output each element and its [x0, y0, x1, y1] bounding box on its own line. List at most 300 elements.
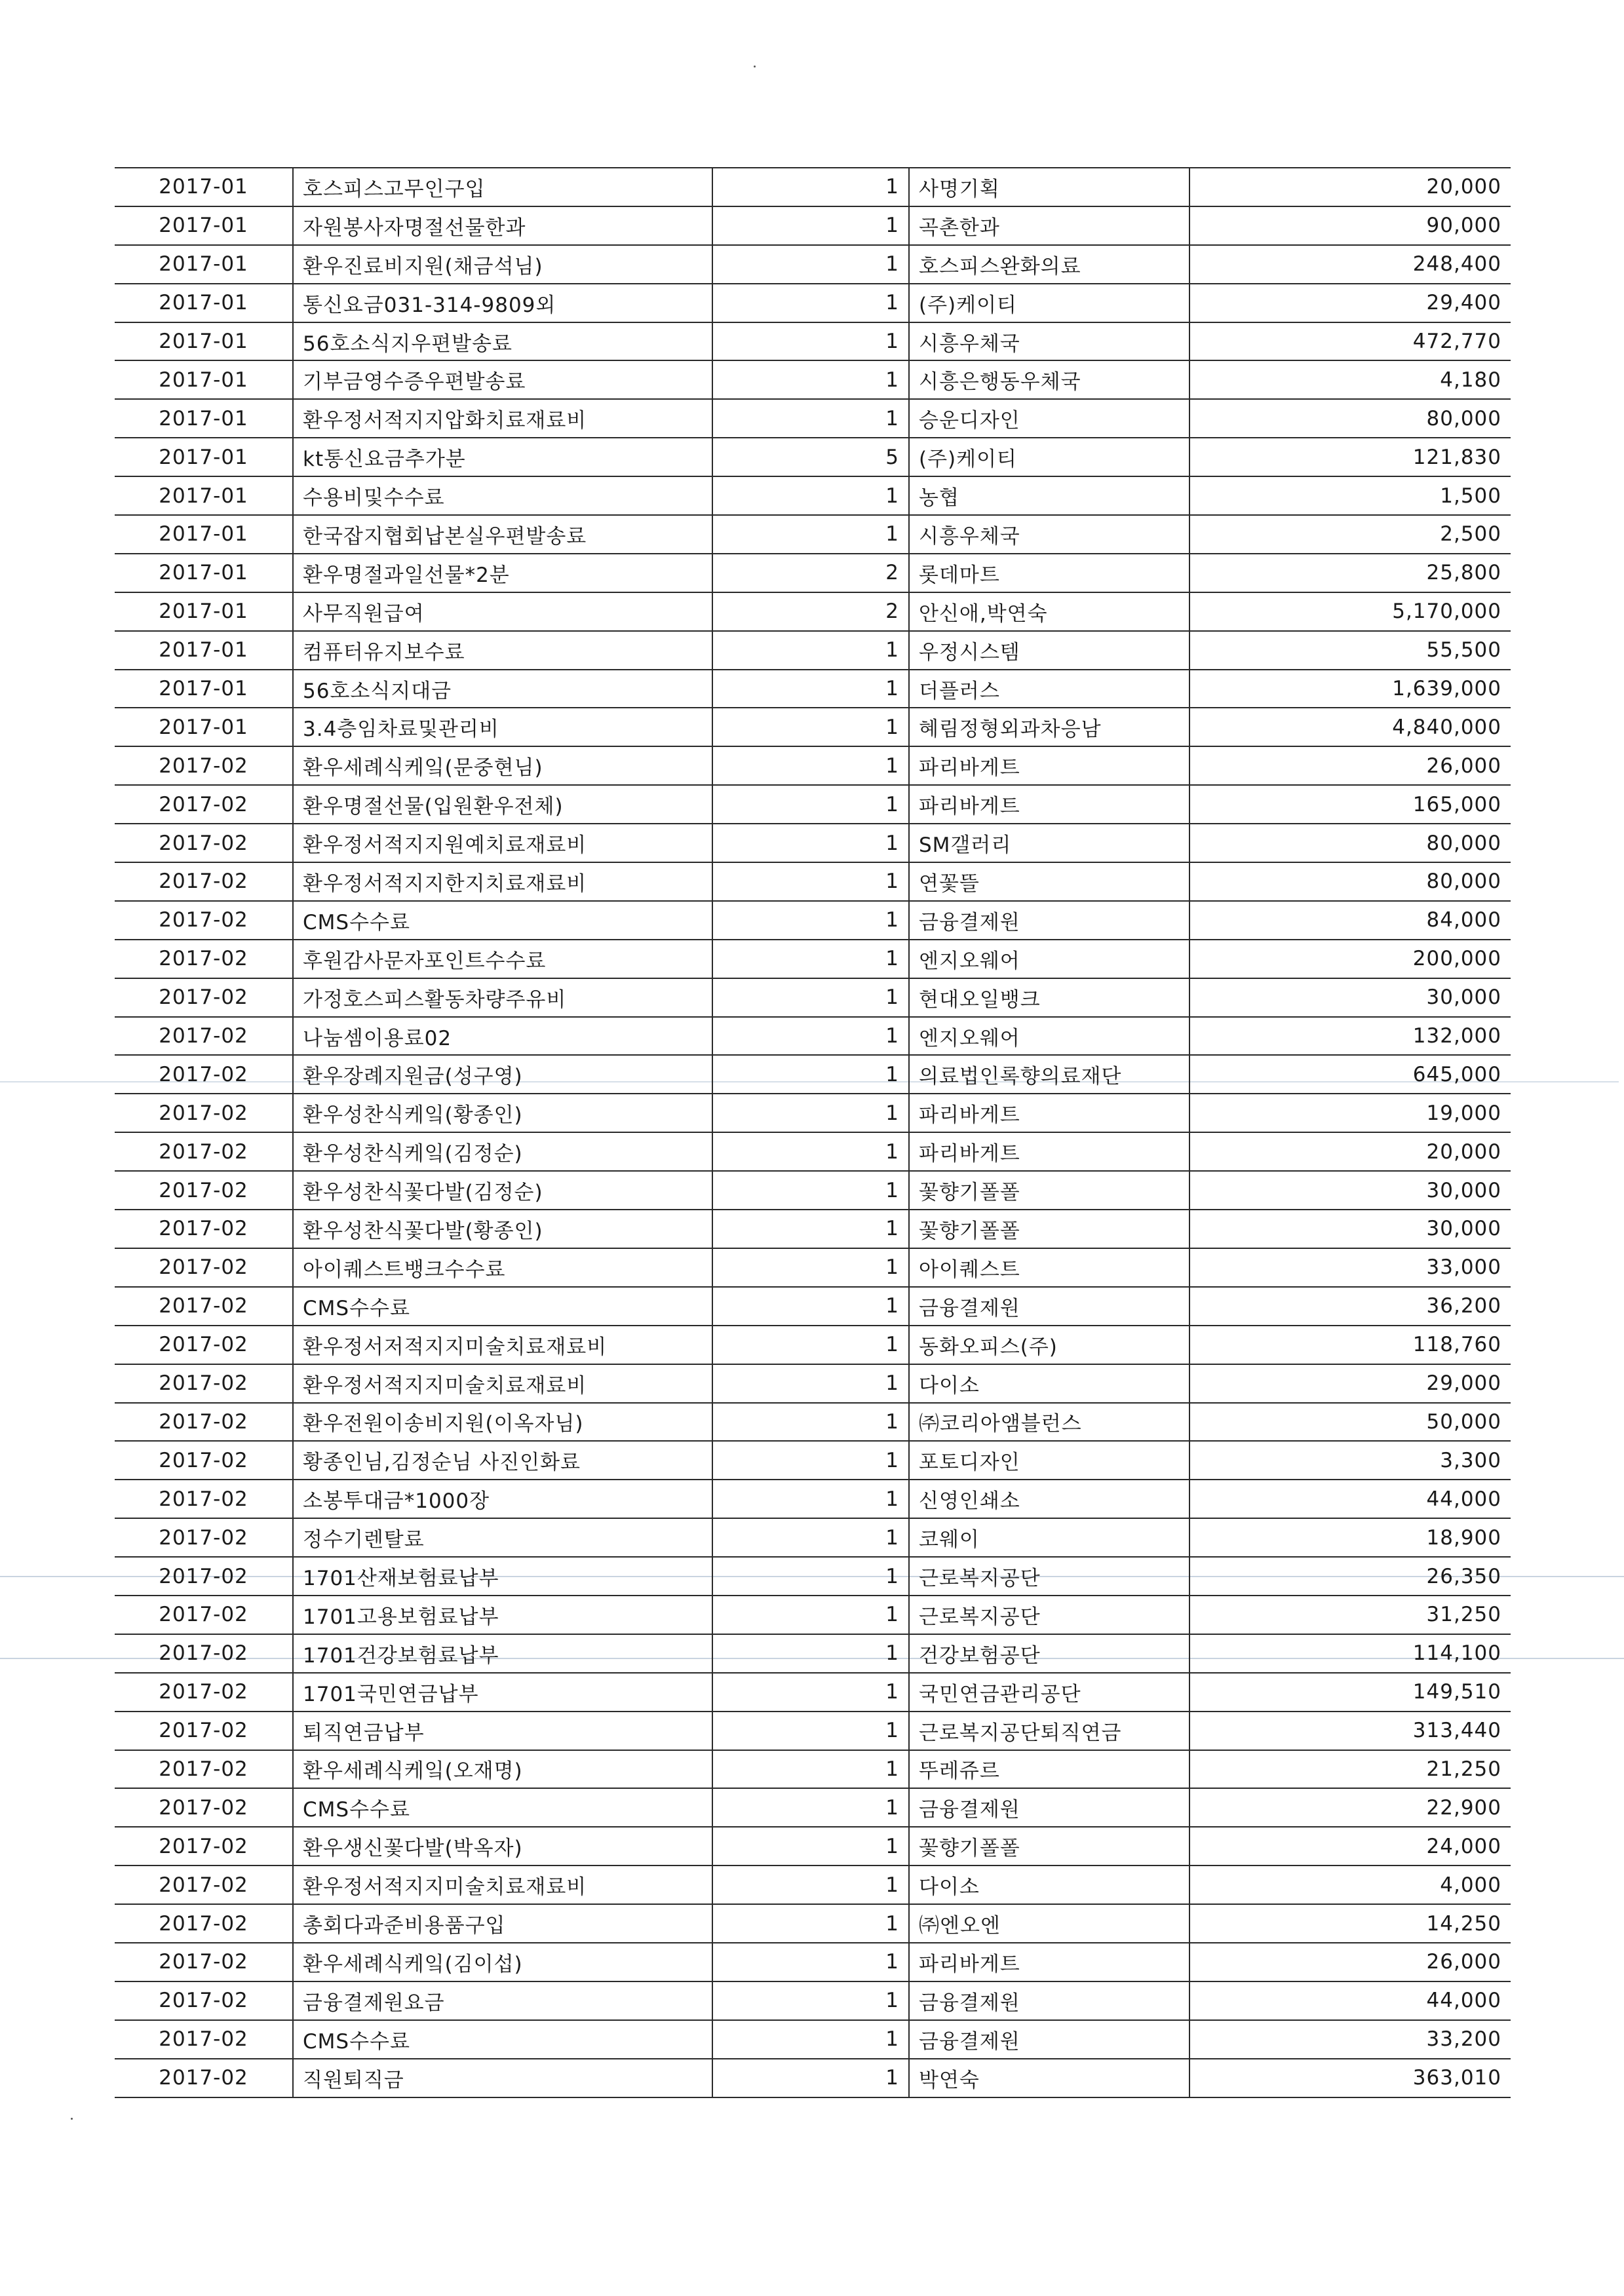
item-cell: 후원감사문자포인트수수료 — [293, 940, 712, 978]
table-row — [115, 1287, 1511, 1326]
table-row — [115, 785, 1511, 824]
table-row — [115, 1518, 1511, 1557]
month-cell: 2017-02 — [115, 1866, 293, 1904]
amount-cell: 33,000 — [1189, 1248, 1511, 1287]
amount-cell: 1,639,000 — [1189, 670, 1511, 708]
month-cell: 2017-01 — [115, 399, 293, 438]
item-cell: 환우정서적지지한지치료재료비 — [293, 862, 712, 901]
month-cell: 2017-02 — [115, 1943, 293, 1981]
quantity-cell: 1 — [712, 1403, 909, 1442]
vendor-cell: 포토디자인 — [909, 1441, 1189, 1480]
table-row — [115, 1055, 1511, 1094]
amount-cell: 1,500 — [1189, 476, 1511, 515]
item-cell: 환우정서적지지미술치료재료비 — [293, 1364, 712, 1403]
quantity-cell: 1 — [712, 1788, 909, 1827]
amount-cell: 5,170,000 — [1189, 592, 1511, 631]
month-cell: 2017-02 — [115, 901, 293, 940]
month-cell: 2017-02 — [115, 940, 293, 978]
item-cell: 환우성찬식꽃다발(황종인) — [293, 1210, 712, 1248]
amount-cell: 30,000 — [1189, 1171, 1511, 1210]
amount-cell: 26,000 — [1189, 1943, 1511, 1981]
table-row — [115, 438, 1511, 476]
amount-cell: 132,000 — [1189, 1017, 1511, 1056]
quantity-cell: 2 — [712, 592, 909, 631]
amount-cell: 30,000 — [1189, 978, 1511, 1017]
amount-cell: 25,800 — [1189, 554, 1511, 592]
month-cell: 2017-01 — [115, 515, 293, 554]
amount-cell: 645,000 — [1189, 1055, 1511, 1094]
item-cell: 환우진료비지원(채금석님) — [293, 245, 712, 284]
month-cell: 2017-02 — [115, 1094, 293, 1132]
month-cell: 2017-02 — [115, 1403, 293, 1442]
vendor-cell: 현대오일뱅크 — [909, 978, 1189, 1017]
table-row — [115, 554, 1511, 592]
table-row — [115, 1981, 1511, 2020]
quantity-cell: 5 — [712, 438, 909, 476]
month-cell: 2017-02 — [115, 1210, 293, 1248]
quantity-cell: 1 — [712, 1596, 909, 1634]
amount-cell: 80,000 — [1189, 824, 1511, 862]
table-row — [115, 1480, 1511, 1518]
vendor-cell: ㈜엔오엔 — [909, 1904, 1189, 1943]
quantity-cell: 1 — [712, 670, 909, 708]
quantity-cell: 1 — [712, 1866, 909, 1904]
quantity-cell: 1 — [712, 1248, 909, 1287]
month-cell: 2017-02 — [115, 1364, 293, 1403]
item-cell: 가정호스피스활동차량주유비 — [293, 978, 712, 1017]
quantity-cell: 1 — [712, 1017, 909, 1056]
item-cell: 금융결제원요금 — [293, 1981, 712, 2020]
amount-cell: 30,000 — [1189, 1210, 1511, 1248]
amount-cell: 4,180 — [1189, 360, 1511, 399]
quantity-cell: 1 — [712, 1171, 909, 1210]
quantity-cell: 1 — [712, 1518, 909, 1557]
vendor-cell: 롯데마트 — [909, 554, 1189, 592]
quantity-cell: 1 — [712, 1132, 909, 1171]
vendor-cell: 신영인쇄소 — [909, 1480, 1189, 1518]
quantity-cell: 1 — [712, 862, 909, 901]
vendor-cell: ㈜코리아앰블런스 — [909, 1403, 1189, 1442]
amount-cell: 22,900 — [1189, 1788, 1511, 1827]
month-cell: 2017-02 — [115, 1248, 293, 1287]
amount-cell: 20,000 — [1189, 1132, 1511, 1171]
vendor-cell: 시흥은행동우체국 — [909, 360, 1189, 399]
table-row — [115, 1210, 1511, 1248]
item-cell: 총회다과준비용품구입 — [293, 1904, 712, 1943]
vendor-cell: 아이퀘스트 — [909, 1248, 1189, 1287]
item-cell: 환우정서적지지압화치료재료비 — [293, 399, 712, 438]
amount-cell: 24,000 — [1189, 1827, 1511, 1866]
item-cell: 환우전원이송비지원(이옥자님) — [293, 1403, 712, 1442]
table-row — [115, 940, 1511, 978]
month-cell: 2017-02 — [115, 1712, 293, 1750]
amount-cell: 26,000 — [1189, 746, 1511, 785]
table-row — [115, 1094, 1511, 1132]
month-cell: 2017-01 — [115, 592, 293, 631]
item-cell: 환우명절선물(입원환우전체) — [293, 785, 712, 824]
amount-cell: 31,250 — [1189, 1596, 1511, 1634]
table-row — [115, 1712, 1511, 1750]
month-cell: 2017-01 — [115, 360, 293, 399]
table-row — [115, 515, 1511, 554]
table-row — [115, 746, 1511, 785]
quantity-cell: 1 — [712, 1712, 909, 1750]
vendor-cell: 엔지오웨어 — [909, 1017, 1189, 1056]
quantity-cell: 1 — [712, 168, 909, 206]
amount-cell: 26,350 — [1189, 1557, 1511, 1596]
item-cell: 환우성찬식케잌(황종인) — [293, 1094, 712, 1132]
quantity-cell: 1 — [712, 1287, 909, 1326]
table-row — [115, 978, 1511, 1017]
month-cell: 2017-01 — [115, 245, 293, 284]
table-row — [115, 1248, 1511, 1287]
vendor-cell: 꽃향기폴폴 — [909, 1210, 1189, 1248]
quantity-cell: 1 — [712, 1557, 909, 1596]
vendor-cell: (주)케이티 — [909, 438, 1189, 476]
vendor-cell: 파리바게트 — [909, 785, 1189, 824]
table-row — [115, 2020, 1511, 2059]
month-cell: 2017-01 — [115, 708, 293, 746]
expense-ledger-table — [115, 167, 1511, 2098]
month-cell: 2017-02 — [115, 1673, 293, 1712]
vendor-cell: 국민연금관리공단 — [909, 1673, 1189, 1712]
table-row — [115, 1017, 1511, 1056]
table-row — [115, 1132, 1511, 1171]
vendor-cell: 금융결제원 — [909, 1788, 1189, 1827]
month-cell: 2017-01 — [115, 168, 293, 206]
month-cell: 2017-02 — [115, 978, 293, 1017]
table-row — [115, 1596, 1511, 1634]
item-cell: CMS수수료 — [293, 1287, 712, 1326]
amount-cell: 4,000 — [1189, 1866, 1511, 1904]
quantity-cell: 1 — [712, 284, 909, 322]
quantity-cell: 1 — [712, 1364, 909, 1403]
amount-cell: 20,000 — [1189, 168, 1511, 206]
quantity-cell: 1 — [712, 978, 909, 1017]
table-row — [115, 862, 1511, 901]
quantity-cell: 1 — [712, 631, 909, 670]
amount-cell: 472,770 — [1189, 322, 1511, 361]
quantity-cell: 2 — [712, 554, 909, 592]
item-cell: 환우명절과일선물*2분 — [293, 554, 712, 592]
vendor-cell: SM갤러리 — [909, 824, 1189, 862]
month-cell: 2017-02 — [115, 1132, 293, 1171]
item-cell: 호스피스고무인구입 — [293, 168, 712, 206]
vendor-cell: 승운디자인 — [909, 399, 1189, 438]
item-cell: 환우성찬식꽃다발(김정순) — [293, 1171, 712, 1210]
table-row — [115, 1866, 1511, 1904]
month-cell: 2017-02 — [115, 1055, 293, 1094]
item-cell: 한국잡지협회납본실우편발송료 — [293, 515, 712, 554]
item-cell: 사무직원급여 — [293, 592, 712, 631]
vendor-cell: 사명기획 — [909, 168, 1189, 206]
table-row — [115, 476, 1511, 515]
quantity-cell: 1 — [712, 322, 909, 361]
quantity-cell: 1 — [712, 399, 909, 438]
amount-cell: 50,000 — [1189, 1403, 1511, 1442]
quantity-cell: 1 — [712, 1094, 909, 1132]
item-cell: 환우정서저적지지미술치료재료비 — [293, 1326, 712, 1364]
vendor-cell: 안신애,박연숙 — [909, 592, 1189, 631]
vendor-cell: 파리바게트 — [909, 1132, 1189, 1171]
vendor-cell: 꽃향기폴폴 — [909, 1827, 1189, 1866]
vendor-cell: 연꽃뜰 — [909, 862, 1189, 901]
table-row — [115, 1750, 1511, 1789]
vendor-cell: 시흥우체국 — [909, 515, 1189, 554]
item-cell: 기부금영수증우편발송료 — [293, 360, 712, 399]
item-cell: 환우정서적지지원예치료재료비 — [293, 824, 712, 862]
quantity-cell: 1 — [712, 940, 909, 978]
vendor-cell: 의료법인록향의료재단 — [909, 1055, 1189, 1094]
vendor-cell: 파리바게트 — [909, 746, 1189, 785]
amount-cell: 165,000 — [1189, 785, 1511, 824]
month-cell: 2017-01 — [115, 438, 293, 476]
table-row — [115, 168, 1511, 206]
vendor-cell: 곡촌한과 — [909, 206, 1189, 245]
vendor-cell: 건강보험공단 — [909, 1634, 1189, 1673]
quantity-cell: 1 — [712, 1904, 909, 1943]
item-cell: 환우세례식케잌(김이섭) — [293, 1943, 712, 1981]
amount-cell: 19,000 — [1189, 1094, 1511, 1132]
table-row — [115, 245, 1511, 284]
amount-cell: 4,840,000 — [1189, 708, 1511, 746]
vendor-cell: 금융결제원 — [909, 1287, 1189, 1326]
quantity-cell: 1 — [712, 785, 909, 824]
vendor-cell: 파리바게트 — [909, 1943, 1189, 1981]
item-cell: 1701고용보험료납부 — [293, 1596, 712, 1634]
month-cell: 2017-02 — [115, 1750, 293, 1789]
table-row — [115, 360, 1511, 399]
quantity-cell: 1 — [712, 1943, 909, 1981]
amount-cell: 44,000 — [1189, 1480, 1511, 1518]
vendor-cell: 금융결제원 — [909, 1981, 1189, 2020]
table-row — [115, 1364, 1511, 1403]
table-row — [115, 592, 1511, 631]
quantity-cell: 1 — [712, 360, 909, 399]
amount-cell: 29,000 — [1189, 1364, 1511, 1403]
item-cell: 환우생신꽃다발(박옥자) — [293, 1827, 712, 1866]
amount-cell: 55,500 — [1189, 631, 1511, 670]
expense-ledger-sheet — [115, 167, 1511, 2098]
item-cell: CMS수수료 — [293, 2020, 712, 2059]
month-cell: 2017-01 — [115, 322, 293, 361]
table-row — [115, 206, 1511, 245]
vendor-cell: 동화오피스(주) — [909, 1326, 1189, 1364]
item-cell: 통신요금031-314-9809외 — [293, 284, 712, 322]
vendor-cell: 뚜레쥬르 — [909, 1750, 1189, 1789]
item-cell: CMS수수료 — [293, 901, 712, 940]
scan-speck — [754, 66, 756, 67]
vendor-cell: 박연숙 — [909, 2059, 1189, 2097]
quantity-cell: 1 — [712, 1634, 909, 1673]
month-cell: 2017-02 — [115, 1287, 293, 1326]
table-row — [115, 901, 1511, 940]
month-cell: 2017-01 — [115, 631, 293, 670]
amount-cell: 36,200 — [1189, 1287, 1511, 1326]
quantity-cell: 1 — [712, 1673, 909, 1712]
item-cell: 3.4층임차료및관리비 — [293, 708, 712, 746]
month-cell: 2017-02 — [115, 1634, 293, 1673]
quantity-cell: 1 — [712, 1750, 909, 1789]
quantity-cell: 1 — [712, 901, 909, 940]
item-cell: 자원봉사자명절선물한과 — [293, 206, 712, 245]
table-row — [115, 1904, 1511, 1943]
quantity-cell: 1 — [712, 206, 909, 245]
amount-cell: 33,200 — [1189, 2020, 1511, 2059]
vendor-cell: 다이소 — [909, 1364, 1189, 1403]
month-cell: 2017-02 — [115, 2059, 293, 2097]
quantity-cell: 1 — [712, 1441, 909, 1480]
item-cell: 황종인님,김정순님 사진인화료 — [293, 1441, 712, 1480]
amount-cell: 118,760 — [1189, 1326, 1511, 1364]
item-cell: 아이퀘스트뱅크수수료 — [293, 1248, 712, 1287]
quantity-cell: 1 — [712, 824, 909, 862]
month-cell: 2017-02 — [115, 2020, 293, 2059]
amount-cell: 200,000 — [1189, 940, 1511, 978]
amount-cell: 21,250 — [1189, 1750, 1511, 1789]
month-cell: 2017-02 — [115, 1171, 293, 1210]
month-cell: 2017-02 — [115, 746, 293, 785]
table-row — [115, 399, 1511, 438]
month-cell: 2017-02 — [115, 1981, 293, 2020]
amount-cell: 149,510 — [1189, 1673, 1511, 1712]
amount-cell: 29,400 — [1189, 284, 1511, 322]
quantity-cell: 1 — [712, 1827, 909, 1866]
table-row — [115, 1441, 1511, 1480]
amount-cell: 121,830 — [1189, 438, 1511, 476]
quantity-cell: 1 — [712, 1055, 909, 1094]
table-row — [115, 1943, 1511, 1981]
month-cell: 2017-02 — [115, 824, 293, 862]
quantity-cell: 1 — [712, 515, 909, 554]
month-cell: 2017-01 — [115, 554, 293, 592]
vendor-cell: 금융결제원 — [909, 901, 1189, 940]
item-cell: 컴퓨터유지보수료 — [293, 631, 712, 670]
quantity-cell: 1 — [712, 746, 909, 785]
table-row — [115, 631, 1511, 670]
month-cell: 2017-01 — [115, 284, 293, 322]
table-row — [115, 1403, 1511, 1442]
vendor-cell: 엔지오웨어 — [909, 940, 1189, 978]
amount-cell: 90,000 — [1189, 206, 1511, 245]
amount-cell: 248,400 — [1189, 245, 1511, 284]
amount-cell: 80,000 — [1189, 399, 1511, 438]
amount-cell: 14,250 — [1189, 1904, 1511, 1943]
item-cell: 1701건강보험료납부 — [293, 1634, 712, 1673]
item-cell: 56호소식지대금 — [293, 670, 712, 708]
item-cell: 1701산재보험료납부 — [293, 1557, 712, 1596]
quantity-cell: 1 — [712, 1326, 909, 1364]
amount-cell: 18,900 — [1189, 1518, 1511, 1557]
table-row — [115, 1827, 1511, 1866]
month-cell: 2017-01 — [115, 206, 293, 245]
amount-cell: 84,000 — [1189, 901, 1511, 940]
quantity-cell: 1 — [712, 1480, 909, 1518]
table-row — [115, 1171, 1511, 1210]
vendor-cell: 농협 — [909, 476, 1189, 515]
quantity-cell: 1 — [712, 245, 909, 284]
vendor-cell: 시흥우체국 — [909, 322, 1189, 361]
vendor-cell: 혜림정형외과차응남 — [909, 708, 1189, 746]
quantity-cell: 1 — [712, 1210, 909, 1248]
amount-cell: 3,300 — [1189, 1441, 1511, 1480]
vendor-cell: 호스피스완화의료 — [909, 245, 1189, 284]
vendor-cell: 근로복지공단 — [909, 1557, 1189, 1596]
table-row — [115, 670, 1511, 708]
month-cell: 2017-02 — [115, 1596, 293, 1634]
vendor-cell: 우정시스템 — [909, 631, 1189, 670]
quantity-cell: 1 — [712, 1981, 909, 2020]
vendor-cell: (주)케이티 — [909, 284, 1189, 322]
item-cell: CMS수수료 — [293, 1788, 712, 1827]
item-cell: 소봉투대금*1000장 — [293, 1480, 712, 1518]
month-cell: 2017-02 — [115, 1557, 293, 1596]
scan-speck — [71, 2118, 73, 2120]
item-cell: 나눔셈이용료02 — [293, 1017, 712, 1056]
quantity-cell: 1 — [712, 2059, 909, 2097]
table-row — [115, 2059, 1511, 2097]
item-cell: 환우세례식케잌(문중현님) — [293, 746, 712, 785]
table-row — [115, 1634, 1511, 1673]
item-cell: 환우장례지원금(성구영) — [293, 1055, 712, 1094]
item-cell: 환우세례식케잌(오재명) — [293, 1750, 712, 1789]
item-cell: kt통신요금추가분 — [293, 438, 712, 476]
table-row — [115, 1326, 1511, 1364]
amount-cell: 80,000 — [1189, 862, 1511, 901]
amount-cell: 363,010 — [1189, 2059, 1511, 2097]
table-row — [115, 1788, 1511, 1827]
quantity-cell: 1 — [712, 476, 909, 515]
table-row — [115, 1673, 1511, 1712]
month-cell: 2017-01 — [115, 476, 293, 515]
month-cell: 2017-02 — [115, 1904, 293, 1943]
item-cell: 환우정서적지지미술치료재료비 — [293, 1866, 712, 1904]
vendor-cell: 근로복지공단 — [909, 1596, 1189, 1634]
amount-cell: 44,000 — [1189, 1981, 1511, 2020]
table-row — [115, 708, 1511, 746]
ledger-body — [115, 168, 1511, 2097]
month-cell: 2017-02 — [115, 1480, 293, 1518]
quantity-cell: 1 — [712, 2020, 909, 2059]
vendor-cell: 꽃향기폴폴 — [909, 1171, 1189, 1210]
item-cell: 1701국민연금납부 — [293, 1673, 712, 1712]
item-cell: 환우성찬식케잌(김정순) — [293, 1132, 712, 1171]
month-cell: 2017-02 — [115, 1827, 293, 1866]
item-cell: 56호소식지우편발송료 — [293, 322, 712, 361]
amount-cell: 114,100 — [1189, 1634, 1511, 1673]
month-cell: 2017-02 — [115, 862, 293, 901]
item-cell: 직원퇴직금 — [293, 2059, 712, 2097]
item-cell: 수용비및수수료 — [293, 476, 712, 515]
vendor-cell: 파리바게트 — [909, 1094, 1189, 1132]
month-cell: 2017-02 — [115, 1441, 293, 1480]
month-cell: 2017-02 — [115, 1788, 293, 1827]
vendor-cell: 금융결제원 — [909, 2020, 1189, 2059]
vendor-cell: 다이소 — [909, 1866, 1189, 1904]
item-cell: 정수기렌탈료 — [293, 1518, 712, 1557]
table-row — [115, 284, 1511, 322]
table-row — [115, 1557, 1511, 1596]
month-cell: 2017-02 — [115, 785, 293, 824]
item-cell: 퇴직연금납부 — [293, 1712, 712, 1750]
table-row — [115, 824, 1511, 862]
month-cell: 2017-02 — [115, 1518, 293, 1557]
table-row — [115, 322, 1511, 361]
month-cell: 2017-02 — [115, 1326, 293, 1364]
amount-cell: 313,440 — [1189, 1712, 1511, 1750]
month-cell: 2017-02 — [115, 1017, 293, 1056]
amount-cell: 2,500 — [1189, 515, 1511, 554]
